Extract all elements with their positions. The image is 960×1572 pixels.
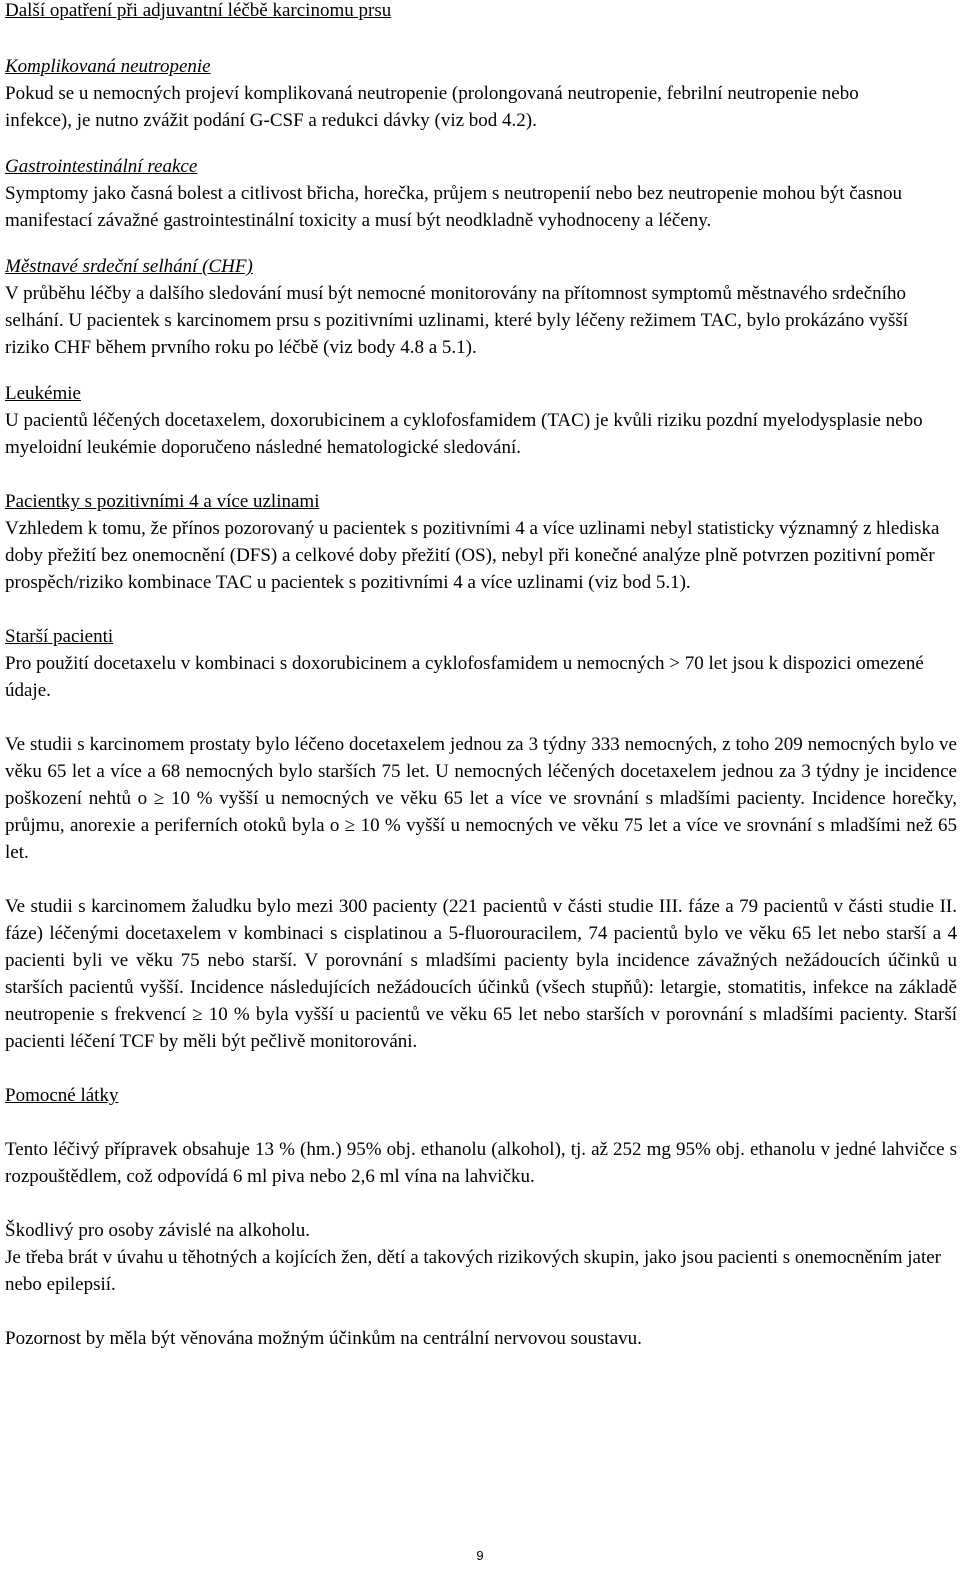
paragraph-cns: Pozornost by měla být věnována možným účinkům na centrální nervovou soustavu. bbox=[5, 1328, 642, 1349]
paragraph-harmful: Škodlivý pro osoby závislé na alkoholu. bbox=[5, 1220, 311, 1241]
section-neutropenia bbox=[5, 53, 957, 134]
section-heading-elderly: Starší pacienti bbox=[5, 626, 114, 647]
section-heading-leukemia: Leukémie bbox=[5, 383, 81, 404]
section-text-nodes: Vzhledem k tomu, že přínos pozorovaný u pacientek s pozitivními 4 a více uzlinami nebyl statisticky významný z hlediska doby přežití bez onemocnění (DFS) a celkové doby přežití (OS), nebyl při konečné analýze plně potvrzen pozitivní poměr prospěch/riziko kombinace TAC u pacientek s pozitivními 4 a více uzlinami (viz bod 5.1). bbox=[5, 518, 940, 593]
section-leukemia bbox=[5, 380, 957, 461]
section-gastro bbox=[5, 153, 957, 234]
section-heading-excipients: Pomocné látky bbox=[5, 1085, 119, 1106]
document-page bbox=[5, 0, 957, 1352]
section-text-neutropenia: Pokud se u nemocných projeví komplikovaná neutropenie (prolongovaná neutropenie, febrilní neutropenie nebo infekce), je nutno zvážit podání G-CSF a redukci dávky (viz bod 4.2). bbox=[5, 83, 859, 131]
section-heading-chf: Městnavé srdeční selhání (CHF) bbox=[5, 256, 253, 277]
section-text-elderly: Pro použití docetaxelu v kombinaci s doxorubicinem a cyklofosfamidem u nemocných > 70 let jsou k dispozici omezené údaje. bbox=[5, 653, 924, 701]
section-nodes bbox=[5, 488, 957, 596]
paragraph-caution: Je třeba brát v úvahu u těhotných a kojících žen, dětí a takových rizikových skupin, jako jsou pacienti s onemocněním jater nebo epilepsií. bbox=[5, 1247, 941, 1295]
section-text-gastro: Symptomy jako časná bolest a citlivost břicha, horečka, průjem s neutropenií nebo bez neutropenie mohou být časnou manifestací závažné gastrointestinální toxicity a musí být neodkladně vyhodnoceny a léčeny. bbox=[5, 183, 902, 231]
page-number: 9 bbox=[476, 1548, 484, 1563]
paragraph-gastric: Ve studii s karcinomem žaludku bylo mezi 300 pacienty (221 pacientů v části studie III. fáze a 79 pacientů v části studie II. fáze) léčenými docetaxelem v kombinaci s cisplatinou a 5-fluorouracilem, 74 pacientů bylo ve věku 65 let nebo starší a 4 pacienti byli ve věku 75 nebo starší. V porovnání s mladšími pacienty byla incidence závažných nežádoucích účinků u starších pacientů vyšší. Incidence následujících nežádoucích účinků (všech stupňů): letargie, stomatitis, infekce na základě neutropenie s frekvencí ≥ 10 % byla vyšší u pacientů ve věku 65 let nebo starších v porovnání s mladšími pacienty. Starší pacienti léčení TCF by měli být pečlivě monitorováni. bbox=[5, 896, 957, 1052]
section-text-leukemia: U pacientů léčených docetaxelem, doxorubicinem a cyklofosfamidem (TAC) je kvůli riziku pozdní myelodysplasie nebo myeloidní leukémie doporučeno následné hematologické sledování. bbox=[5, 410, 923, 458]
section-chf bbox=[5, 253, 957, 361]
section-heading-nodes: Pacientky s pozitivními 4 a více uzlinami bbox=[5, 491, 320, 512]
section-text-chf: V průběhu léčby a dalšího sledování musí být nemocné monitorovány na přítomnost symptomů městnavého srdečního selhání. U pacientek s karcinomem prsu s pozitivními uzlinami, které byly léčeny režimem TAC, bylo prokázáno vyšší riziko CHF během prvního roku po léčbě (viz body 4.8 a 5.1). bbox=[5, 283, 909, 358]
paragraph-ethanol: Tento léčivý přípravek obsahuje 13 % (hm.) 95% obj. ethanolu (alkohol), tj. až 252 mg 95% obj. ethanolu v jedné lahvičce s rozpouštědlem, což odpovídá 6 ml piva nebo 2,6 ml vína na lahvičku. bbox=[5, 1139, 957, 1187]
page-title: Další opatření při adjuvantní léčbě karcinomu prsu bbox=[5, 0, 392, 21]
section-heading-gastro: Gastrointestinální reakce bbox=[5, 156, 198, 177]
section-elderly bbox=[5, 623, 957, 704]
paragraph-prostate: Ve studii s karcinomem prostaty bylo léčeno docetaxelem jednou za 3 týdny 333 nemocných, z toho 209 nemocných bylo ve věku 65 let a více a 68 nemocných bylo starších 75 let. U nemocných léčených docetaxelem jednou za 3 týdny je incidence poškození nehtů o ≥ 10 % vyšší u nemocných ve věku 65 let a více ve srovnání s mladšími pacienty. Incidence horečky, průjmu, anorexie a periferních otoků byla o ≥ 10 % vyšší u nemocných ve věku 75 let a více ve srovnání s mladšími než 65 let. bbox=[5, 734, 957, 863]
section-heading-neutropenia: Komplikovaná neutropenie bbox=[5, 56, 211, 77]
